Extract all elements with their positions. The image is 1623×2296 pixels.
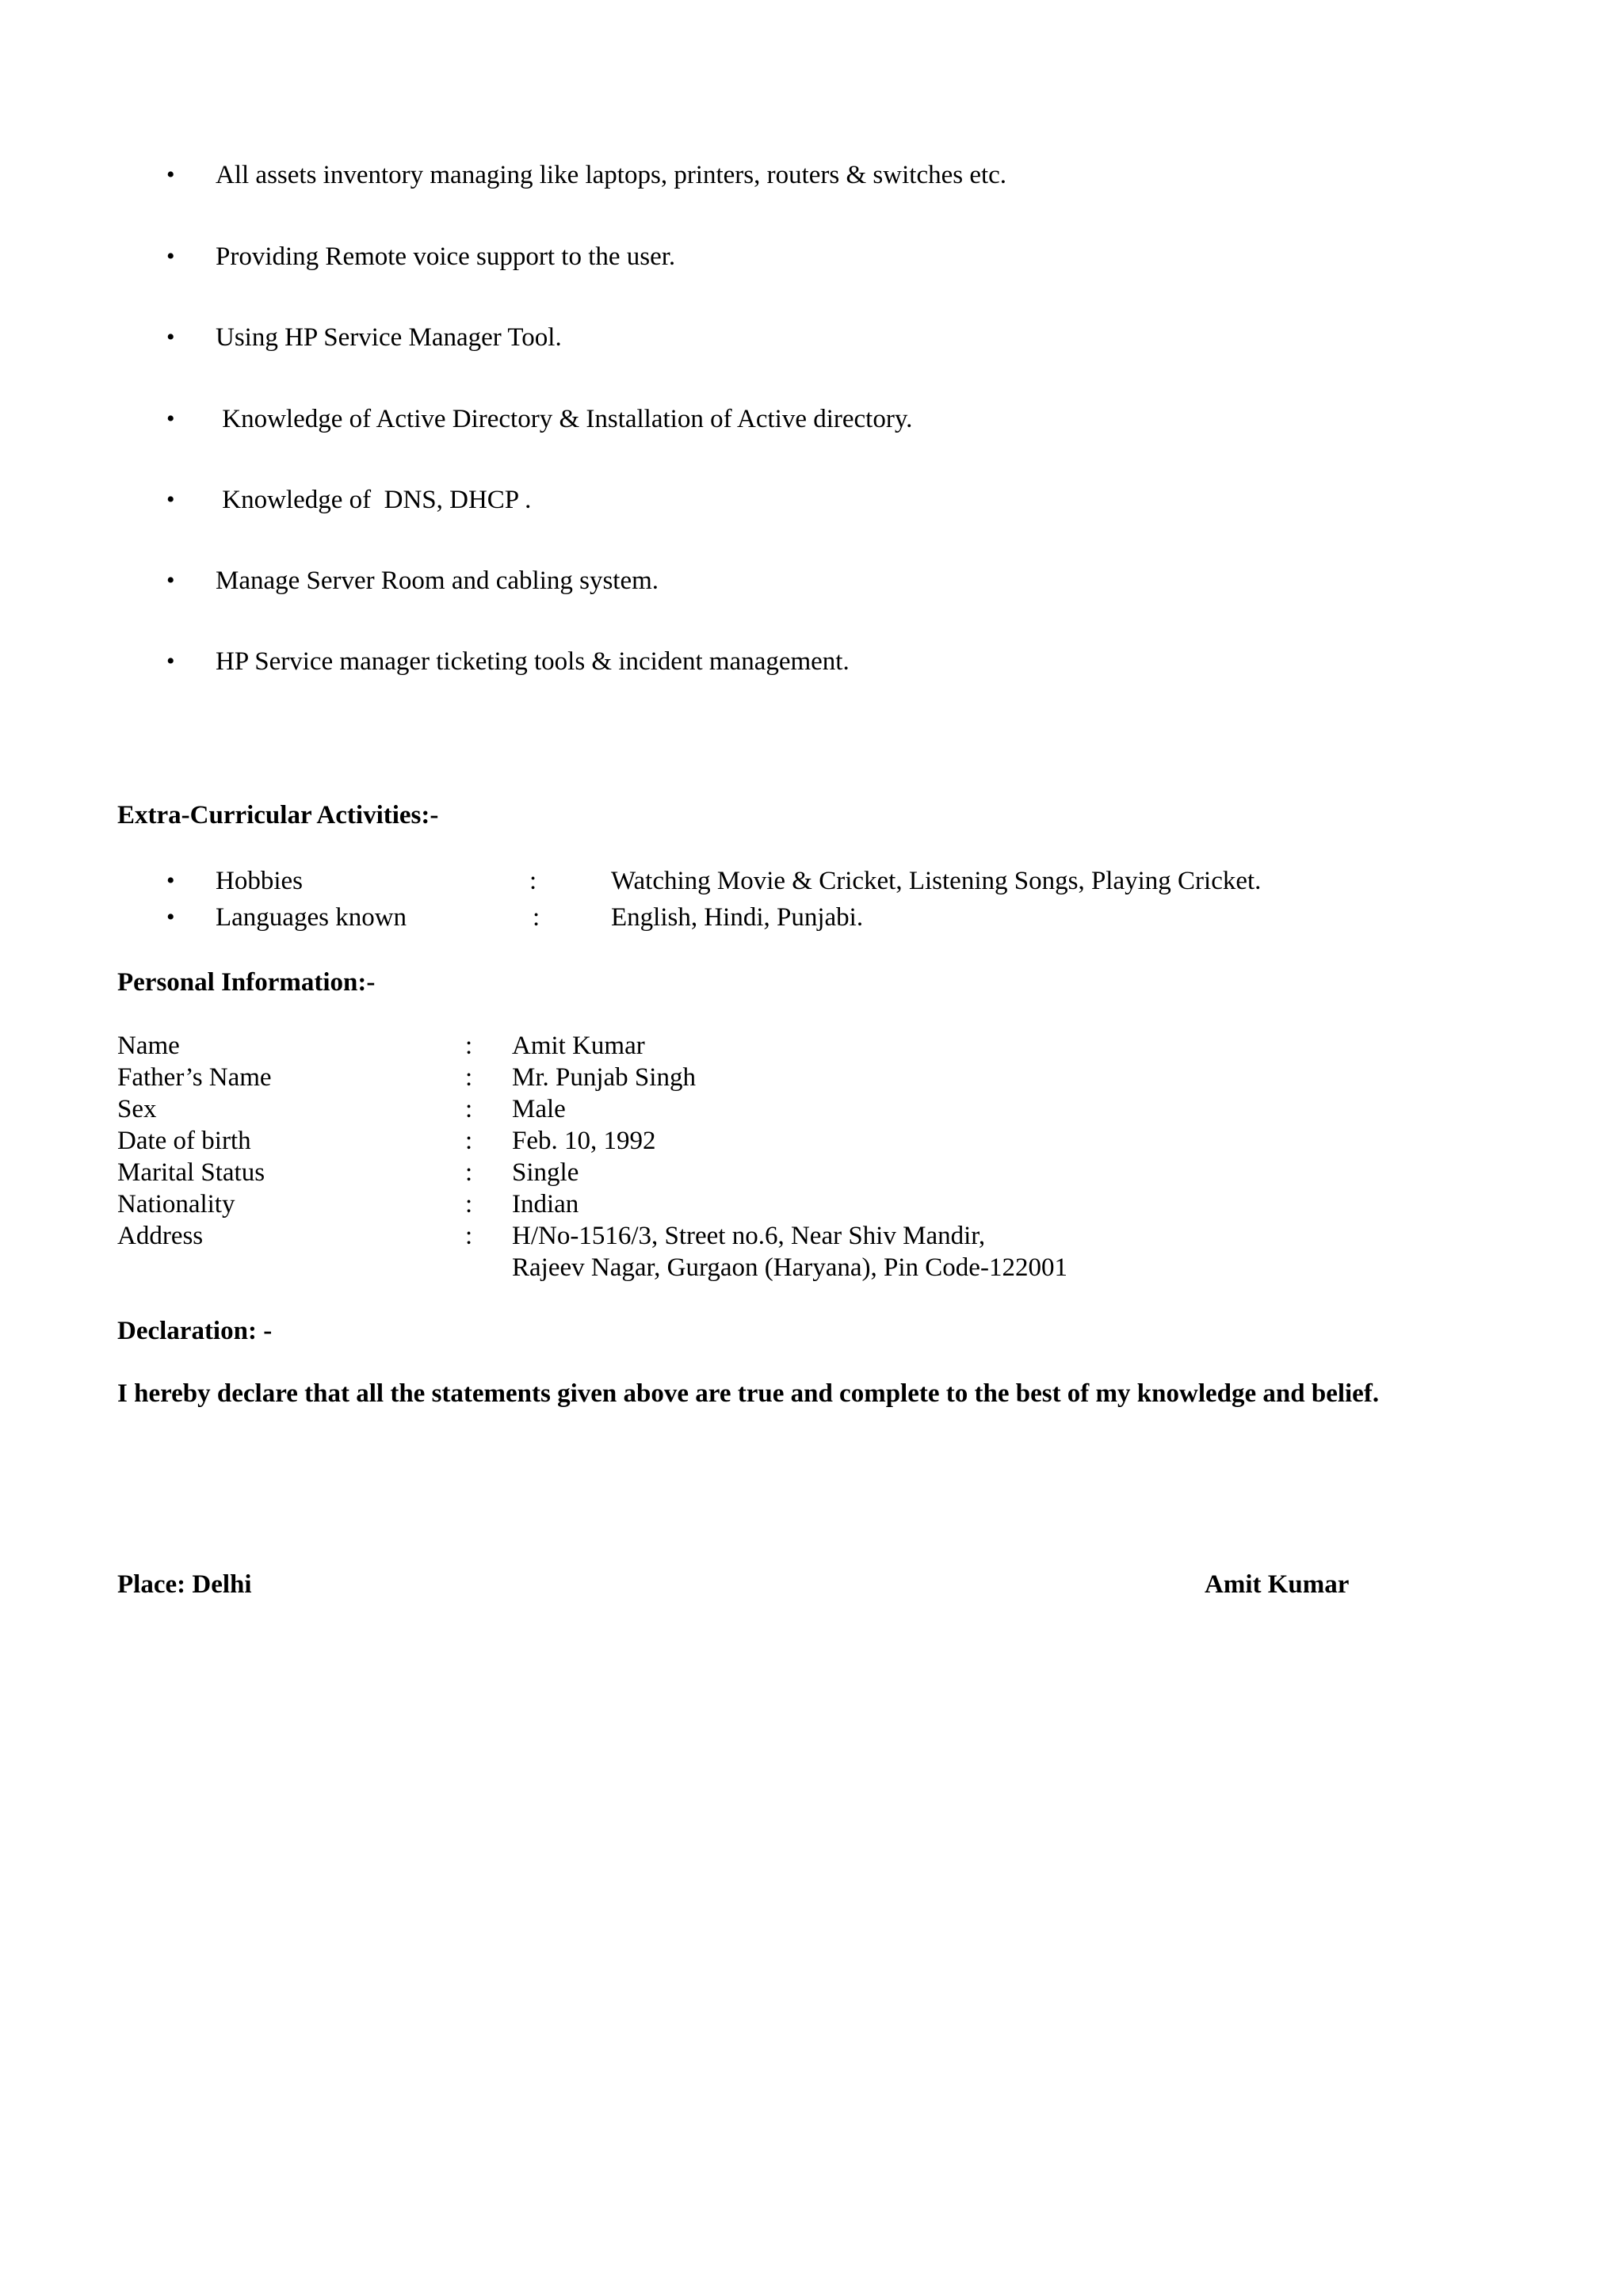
address-line-2: Rajeev Nagar, Gurgaon (Haryana), Pin Code-122001 (512, 1253, 1067, 1282)
activity-label: Hobbies (216, 867, 303, 895)
bullet-icon: • (166, 162, 175, 188)
skill-item: Manage Server Room and cabling system. (216, 566, 659, 595)
info-label: Marital Status (117, 1158, 265, 1187)
info-label: Address (117, 1222, 204, 1250)
info-value: Single (512, 1158, 579, 1187)
info-label: Name (117, 1032, 180, 1060)
info-separator: : (465, 1032, 473, 1060)
activity-separator: : (533, 903, 540, 932)
info-separator: : (465, 1063, 473, 1092)
skill-item: Knowledge of Active Directory & Installation of Active directory. (216, 405, 913, 433)
place-text: Place: Delhi (117, 1570, 252, 1599)
info-separator: : (465, 1158, 473, 1187)
activity-value: Watching Movie & Cricket, Listening Songs, Playing Cricket. (611, 867, 1262, 895)
info-value: Mr. Punjab Singh (512, 1063, 696, 1092)
extra-curricular-heading: Extra-Curricular Activities:- (117, 801, 439, 830)
info-separator: : (465, 1222, 473, 1250)
bullet-icon: • (166, 868, 175, 894)
info-label: Sex (117, 1095, 157, 1123)
signature-name: Amit Kumar (1205, 1570, 1350, 1599)
activity-label: Languages known (216, 903, 407, 932)
bullet-icon: • (166, 324, 175, 350)
skill-item: Using HP Service Manager Tool. (216, 323, 562, 352)
skill-item: Providing Remote voice support to the user. (216, 242, 676, 271)
info-label: Date of birth (117, 1127, 251, 1155)
bullet-icon: • (166, 406, 175, 432)
activity-value: English, Hindi, Punjabi. (611, 903, 864, 932)
skill-item: All assets inventory managing like laptops, printers, routers & switches etc. (216, 161, 1007, 189)
info-value: Amit Kumar (512, 1032, 645, 1060)
info-value: Indian (512, 1190, 579, 1219)
bullet-icon: • (166, 486, 175, 513)
info-label: Nationality (117, 1190, 235, 1219)
declaration-text: I hereby declare that all the statements given above are true and complete to the best of my knowledge and belief. (117, 1379, 1380, 1408)
bullet-icon: • (166, 904, 175, 930)
activity-separator: : (529, 867, 537, 895)
bullet-icon: • (166, 243, 175, 269)
skill-item: Knowledge of DNS, DHCP . (216, 486, 532, 514)
personal-info-heading: Personal Information:- (117, 968, 376, 997)
bullet-icon: • (166, 567, 175, 593)
info-label: Father’s Name (117, 1063, 272, 1092)
skill-item: HP Service manager ticketing tools & incident management. (216, 647, 850, 676)
info-separator: : (465, 1190, 473, 1219)
info-value: H/No-1516/3, Street no.6, Near Shiv Mandir, (512, 1222, 986, 1250)
bullet-icon: • (166, 648, 175, 674)
info-value: Male (512, 1095, 566, 1123)
info-separator: : (465, 1127, 473, 1155)
info-separator: : (465, 1095, 473, 1123)
declaration-heading: Declaration: - (117, 1317, 273, 1345)
info-value: Feb. 10, 1992 (512, 1127, 656, 1155)
